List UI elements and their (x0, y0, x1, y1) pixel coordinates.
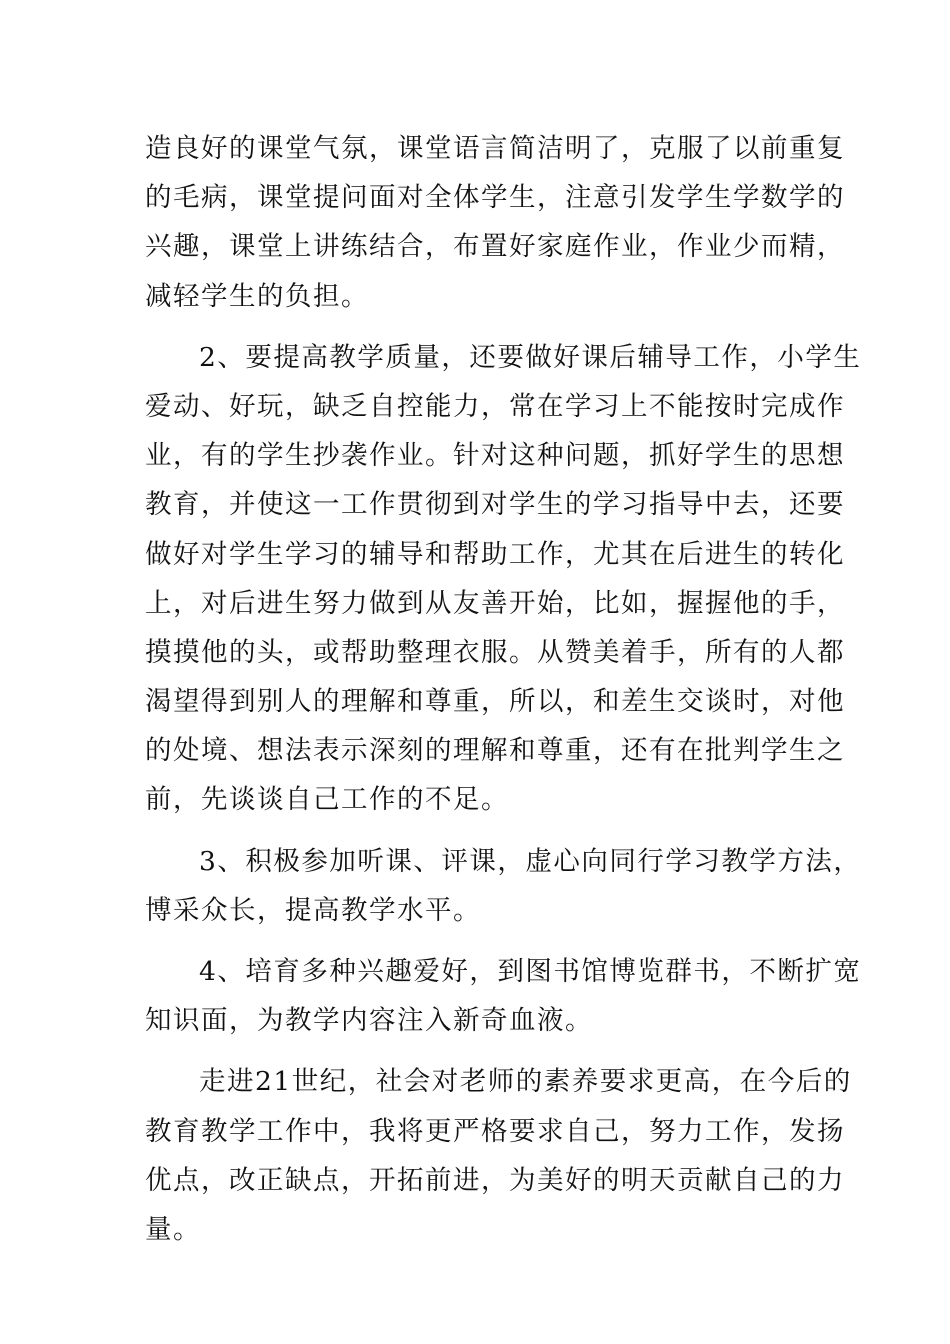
paragraph-line: 量。 (145, 1213, 201, 1245)
paragraph-line: 做好对学生学习的辅导和帮助工作，尤其在后进生的转化 (145, 538, 845, 570)
paragraph-line: 教育，并使这一工作贯彻到对学生的学习指导中去，还要 (145, 489, 845, 521)
paragraph-line: 爱动、好玩，缺乏自控能力，常在学习上不能按时完成作 (145, 390, 845, 422)
paragraph-line: 教育教学工作中，我将更严格要求自己，努力工作，发扬 (145, 1115, 845, 1147)
paragraph-line: 渴望得到别人的理解和尊重，所以，和差生交谈时，对他 (145, 686, 845, 718)
paragraph-4 (145, 947, 862, 1045)
paragraph-line: 减轻学生的负担。 (145, 280, 369, 312)
paragraph-line: 知识面，为教学内容注入新奇血液。 (145, 1005, 593, 1037)
paragraph-line: 前，先谈谈自己工作的不足。 (145, 784, 509, 816)
paragraph-spacer (145, 825, 815, 837)
paragraph-1 (145, 124, 845, 321)
paragraph-line: 摸摸他的头，或帮助整理衣服。从赞美着手，所有的人都 (145, 636, 845, 668)
paragraph-spacer (145, 1045, 815, 1057)
document-body (145, 124, 862, 1254)
paragraph-line: 的处境、想法表示深刻的理解和尊重，还有在批判学生之 (145, 735, 845, 767)
paragraph-spacer (145, 321, 815, 333)
paragraph-spacer (145, 935, 815, 947)
paragraph-line: 优点，改正缺点，开拓前进，为美好的明天贡献自己的力 (145, 1164, 845, 1196)
paragraph-5 (145, 1057, 852, 1254)
paragraph-line: 博采众长，提高教学水平。 (145, 894, 481, 926)
paragraph-line: 2、要提高教学质量，还要做好课后辅导工作，小学生 (199, 341, 862, 373)
paragraph-line: 业，有的学生抄袭作业。针对这种问题，抓好学生的思想 (145, 440, 845, 472)
paragraph-line: 的毛病，课堂提问面对全体学生，注意引发学生学数学的 (145, 182, 845, 214)
paragraph-line: 3、积极参加听课、评课，虚心向同行学习教学方法， (199, 845, 862, 877)
paragraph-line: 走进21世纪，社会对老师的素养要求更高，在今后的 (199, 1066, 852, 1098)
paragraph-line: 造良好的课堂气氛，课堂语言简洁明了，克服了以前重复 (145, 133, 845, 164)
paragraph-line: 4、培育多种兴趣爱好，到图书馆博览群书，不断扩宽 (199, 956, 862, 987)
paragraph-2 (145, 333, 862, 825)
paragraph-3 (145, 837, 862, 935)
paragraph-line: 上，对后进生努力做到从友善开始，比如，握握他的手， (145, 587, 845, 619)
paragraph-line: 兴趣，课堂上讲练结合，布置好家庭作业，作业少而精， (145, 231, 845, 263)
